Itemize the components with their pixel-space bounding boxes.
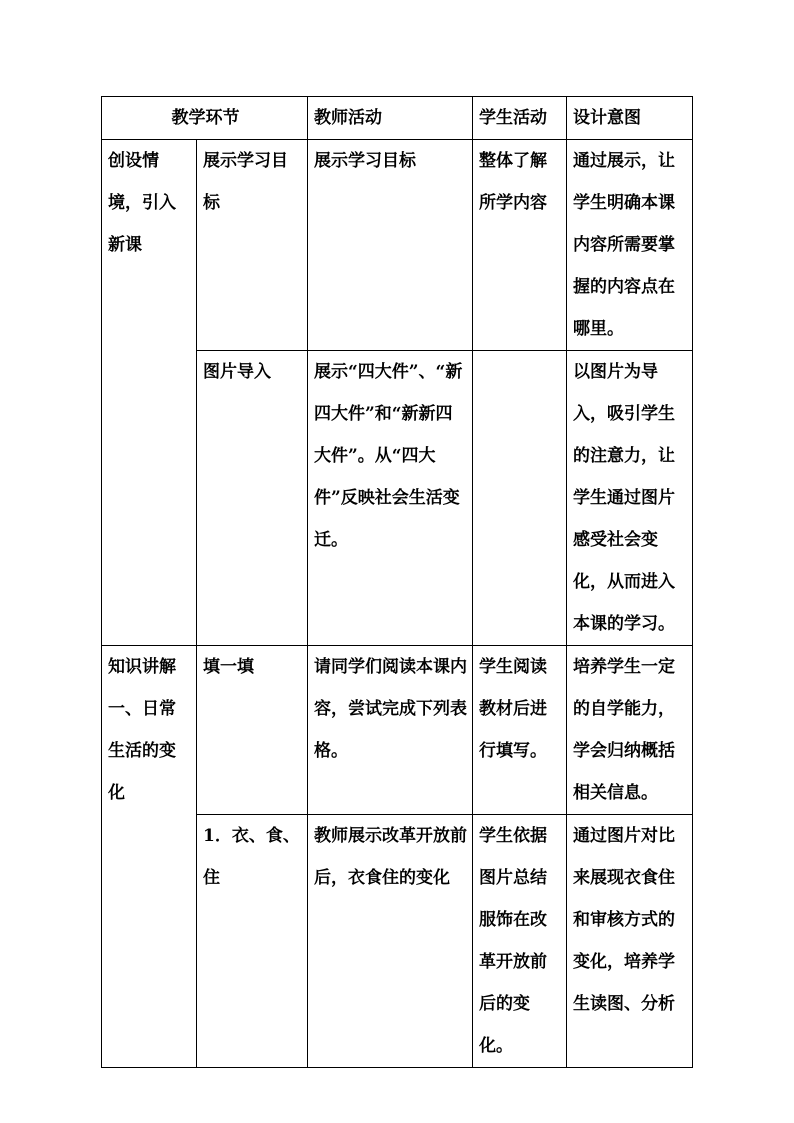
student-activity-cell [473,140,567,351]
design-intent-cell [567,646,693,815]
teacher-activity-text: 展示学习目标 [314,151,416,171]
teacher-activity-text: 教师展示改革开放前后，衣食住的变化 [314,826,467,888]
table-header-row [102,97,693,140]
design-intent-cell [567,140,693,351]
teacher-activity-cell [308,140,473,351]
header-teaching-stage: 教学环节 [102,97,308,140]
step-cell [197,351,308,646]
design-intent-text: 培养学生一定的自学能力，学会归纳概括相关信息。 [573,657,675,803]
student-activity-cell [473,351,567,646]
header-teacher-activity: 教师活动 [308,97,473,140]
design-intent-text: 通过图片对比来展现衣食住和审核方式的变化，培养学生读图、分析 [573,826,675,1014]
student-activity-cell [473,815,567,1068]
step-text: 图片导入 [203,362,271,382]
lesson-plan-table [101,96,693,1068]
header-student-activity: 学生活动 [473,97,567,140]
section-text: 创设情境，引入新课 [108,151,176,255]
step-cell [197,140,308,351]
student-activity-text: 学生阅读教材后进行填写。 [479,657,547,761]
step-text: 填一填 [203,657,254,677]
step-cell [197,815,308,1068]
step-cell [197,646,308,815]
design-intent-cell [567,815,693,1068]
section-text: 知识讲解一、日常生活的变化 [108,657,176,803]
teacher-activity-text: 请同学们阅读本课内容，尝试完成下列表格。 [314,657,467,761]
teacher-activity-cell [308,646,473,815]
step-text: 1．衣、食、住 [203,826,300,888]
teacher-activity-cell [308,815,473,1068]
student-activity-text: 学生依据图片总结服饰在改革开放前后的变化。 [479,826,547,1056]
design-intent-text: 以图片为导入，吸引学生的注意力，让学生通过图片感受社会变化，从而进入本课的学习。 [573,362,675,634]
student-activity-text: 整体了解所学内容 [479,151,547,213]
section-cell [102,646,197,1068]
table-row [102,140,693,351]
student-activity-cell [473,646,567,815]
section-cell [102,140,197,646]
design-intent-text: 通过展示，让学生明确本课内容所需要掌握的内容点在哪里。 [573,151,675,339]
teacher-activity-text: 展示“四大件”、“新四大件”和“新新四大件”。从“四大件”反映社会生活变迁。 [314,362,463,550]
teacher-activity-cell [308,351,473,646]
header-design-intent: 设计意图 [567,97,693,140]
step-text: 展示学习目标 [203,151,288,213]
design-intent-cell [567,351,693,646]
table-row [102,646,693,815]
